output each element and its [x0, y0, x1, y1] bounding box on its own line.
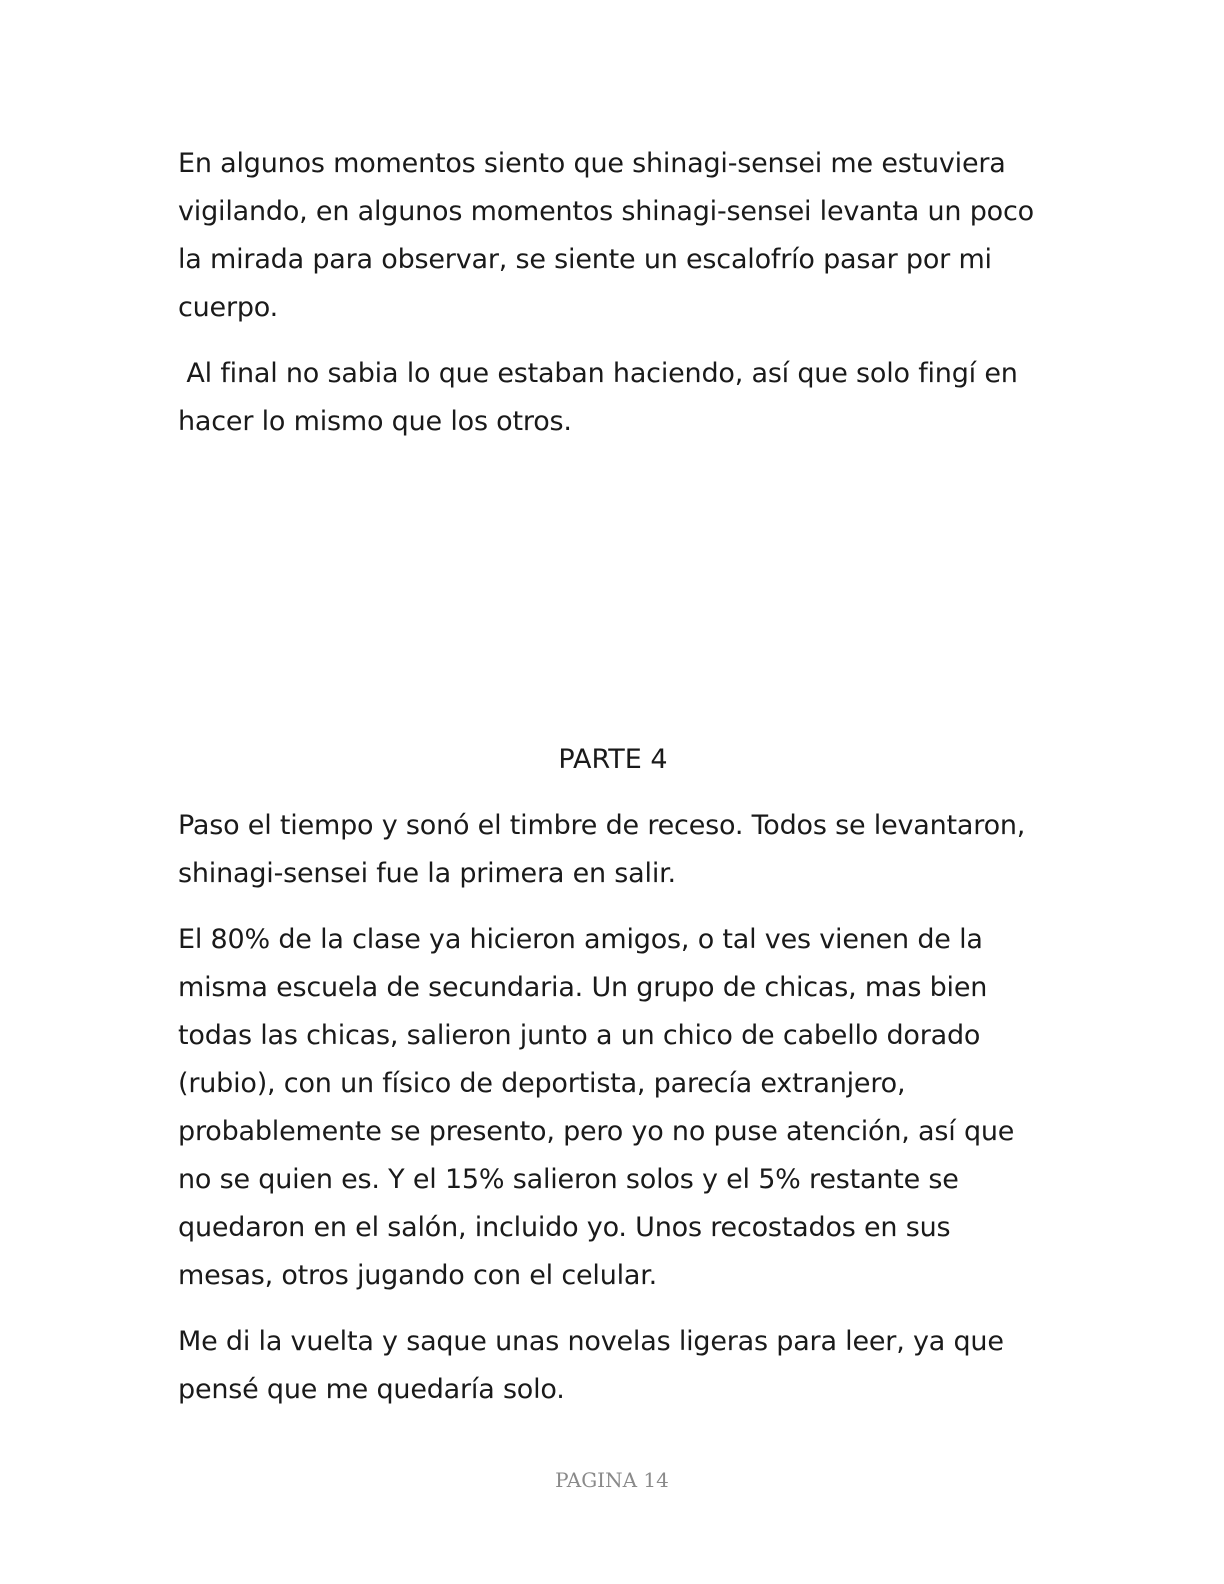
document-body — [178, 140, 1048, 1414]
paragraph-4: El 80% de la clase ya hicieron amigos, o tal ves vienen de la misma escuela de secundaria. Un grupo de chicas, mas bien todas las chicas, salieron junto a un chico de cabello dorado (rubio), con un físico de deportista, parecía extranjero, probablemente se presento, pero yo no puse atención, así que no se quien es. Y el 15% salieron solos y el 5% restante se quedaron en el salón, incluido yo. Unos recostados en sus mesas, otros jugando con el celular. — [178, 924, 1015, 1291]
paragraph-3: Paso el tiempo y sonó el timbre de receso. Todos se levantaron, shinagi-sensei fue la primera en salir. — [178, 810, 1026, 889]
page-number: PAGINA 14 — [555, 1468, 669, 1492]
paragraph-5: Me di la vuelta y saque unas novelas ligeras para leer, ya que pensé que me quedaría solo. — [178, 1326, 1004, 1405]
paragraph-1: En algunos momentos siento que shinagi-sensei me estuviera vigilando, en algunos momentos shinagi-sensei levanta un poco la mirada para observar, se siente un escalofrío pasar por mi cuerpo. — [178, 148, 1034, 323]
paragraph-2: Al final no sabia lo que estaban haciendo, así que solo fingí en hacer lo mismo que los otros. — [178, 358, 1027, 437]
section-heading: PARTE 4 — [558, 744, 668, 775]
